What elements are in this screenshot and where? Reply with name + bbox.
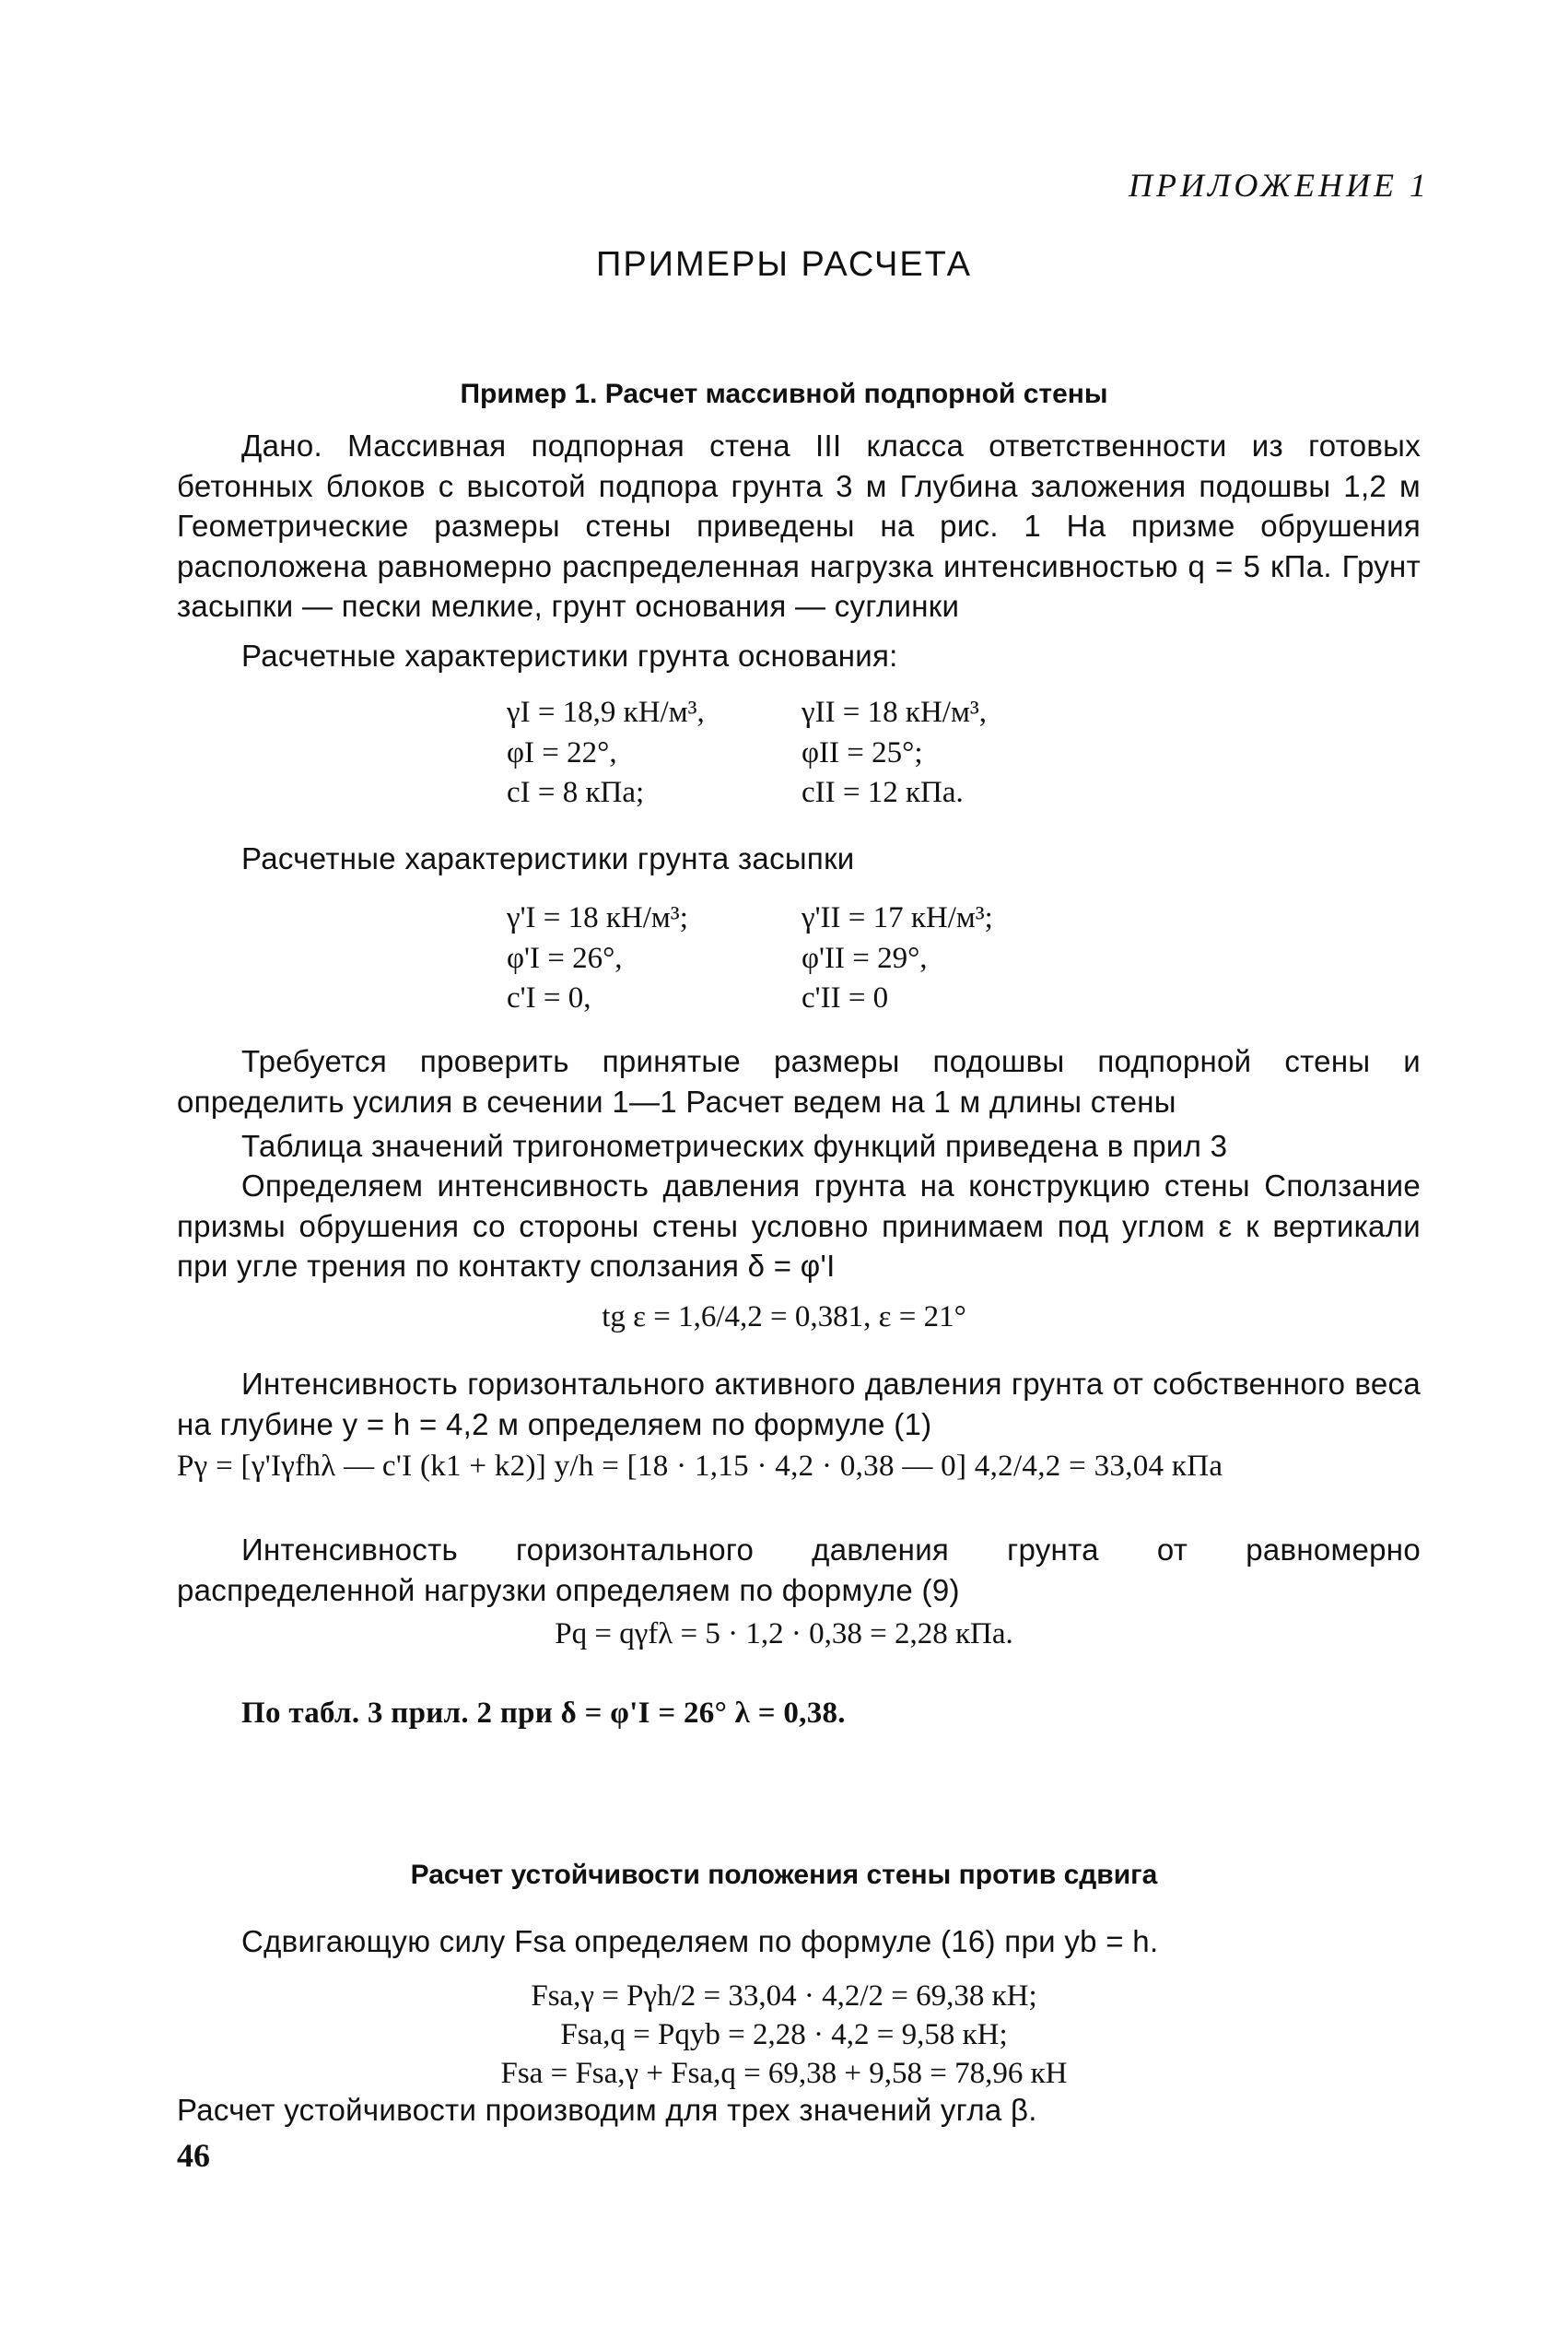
required-text: Требуется проверить принятые размеры подошвы подпорной стены и определить усилия в сечении 1—1 Расчет ведем на 1 м длины стены bbox=[177, 1044, 1421, 1119]
load-text: Интенсивность горизонтального давления грунта от равномерно распределенной нагрузки определяем по формуле (9) bbox=[177, 1532, 1421, 1607]
fill-cell: c'II = 0 bbox=[802, 981, 889, 1016]
shear-formula: Fsa = Fsa,γ + Fsa,q = 69,38 + 9,58 = 78,96 кН bbox=[500, 2057, 1068, 2091]
shear-section-title: Расчет устойчивости положения стены против сдвига bbox=[410, 1860, 1158, 1890]
shear-intro-paragraph bbox=[177, 1921, 1421, 1962]
base-row bbox=[507, 693, 987, 734]
fill-row bbox=[507, 939, 993, 980]
fill-cell: c'I = 0, bbox=[507, 981, 591, 1016]
fill-cell: φ'I = 26°, bbox=[507, 941, 623, 975]
load-formula: Pq = qγfλ = 5 · 1,2 · 0,38 = 2,28 кПа. bbox=[555, 1617, 1013, 1650]
table-ref-paragraph bbox=[177, 1694, 1421, 1734]
active-text: Интенсивность горизонтального активного давления грунта от собственного веса на глубине y = h = 4,2 м определяем по формуле (1) bbox=[177, 1367, 1421, 1441]
pressure-text: Определяем интенсивность давления грунта на конструкцию стены Сползание призмы обрушения со стороны стены условно принимаем под углом ε к вертикали при угле трения по контакту сползания δ = φ'I bbox=[177, 1168, 1421, 1284]
base-cell: γII = 18 кН/м³, bbox=[802, 696, 987, 729]
fill-characteristics bbox=[507, 898, 993, 1019]
base-cell: γI = 18,9 кН/м³, bbox=[507, 696, 705, 729]
base-heading-paragraph bbox=[177, 636, 1421, 676]
pressure-paragraph bbox=[177, 1166, 1421, 1286]
base-cell: φI = 22°, bbox=[507, 735, 617, 769]
base-cell: cII = 12 кПа. bbox=[802, 776, 964, 810]
fill-cell: γ'II = 17 кН/м³; bbox=[802, 901, 993, 934]
fill-heading-paragraph bbox=[177, 839, 1421, 879]
base-cell: φII = 25°; bbox=[802, 735, 923, 769]
shear-closing: Расчет устойчивости производим для трех значений угла β. bbox=[177, 2093, 1037, 2127]
table-ref: По табл. 3 прил. 2 при δ = φ'I = 26° λ = 0,38. bbox=[241, 1697, 846, 1730]
table-note-paragraph bbox=[177, 1126, 1421, 1167]
active-paragraph bbox=[177, 1364, 1421, 1444]
base-cell: cI = 8 кПа; bbox=[507, 776, 645, 810]
required-paragraph bbox=[177, 1041, 1421, 1121]
fill-row bbox=[507, 979, 993, 1019]
page-number: 46 bbox=[177, 2137, 210, 2174]
fill-cell: φ'II = 29°, bbox=[802, 941, 928, 975]
appendix-label: ПРИЛОЖЕНИЕ 1 bbox=[1129, 167, 1430, 204]
base-row bbox=[507, 734, 987, 774]
fill-row bbox=[507, 898, 993, 939]
given-text: Дано. Массивная подпорная стена III класса ответственности из готовых бетонных блоков с высотой подпора грунта 3 м Глубина заложения подошвы 1,2 м Геометрические размеры стены приведены на рис. 1 На призме обрушения расположена равномерно распределенная нагрузка интенсивностью q = 5 кПа. Грунт засыпки — пески мелкие, грунт основания — суглинки bbox=[177, 429, 1421, 624]
fill-heading: Расчетные характеристики грунта засыпки bbox=[241, 841, 855, 875]
shear-formulas bbox=[0, 1977, 1568, 2094]
example-title: Пример 1. Расчет массивной подпорной стены bbox=[460, 379, 1108, 409]
shear-formula: Fsa,γ = Pγh/2 = 33,04 · 4,2/2 = 69,38 кН; bbox=[531, 1979, 1037, 2013]
active-formula: Pγ = [γ'Iγfhλ — c'I (k1 + k2)] y/h = [18 · 1,15 · 4,2 · 0,38 — 0] 4,2/4,2 = 33,04 кПа bbox=[177, 1450, 1223, 1483]
shear-intro: Сдвигающую силу Fsa определяем по формуле (16) при yb = h. bbox=[241, 1924, 1159, 1958]
page-title: ПРИМЕРЫ РАСЧЕТА bbox=[596, 245, 972, 284]
base-row bbox=[507, 773, 987, 814]
table-note: Таблица значений тригонометрических функций приведена в прил 3 bbox=[241, 1129, 1228, 1163]
base-characteristics bbox=[507, 693, 987, 814]
load-paragraph bbox=[177, 1530, 1421, 1610]
base-heading: Расчетные характеристики грунта основания: bbox=[241, 639, 898, 673]
given-paragraph bbox=[177, 426, 1421, 627]
tg-formula: tg ε = 1,6/4,2 = 0,381, ε = 21° bbox=[602, 1300, 966, 1333]
shear-formula: Fsa,q = Pqyb = 2,28 · 4,2 = 9,58 кН; bbox=[560, 2018, 1008, 2052]
fill-cell: γ'I = 18 кН/м³; bbox=[507, 901, 688, 934]
